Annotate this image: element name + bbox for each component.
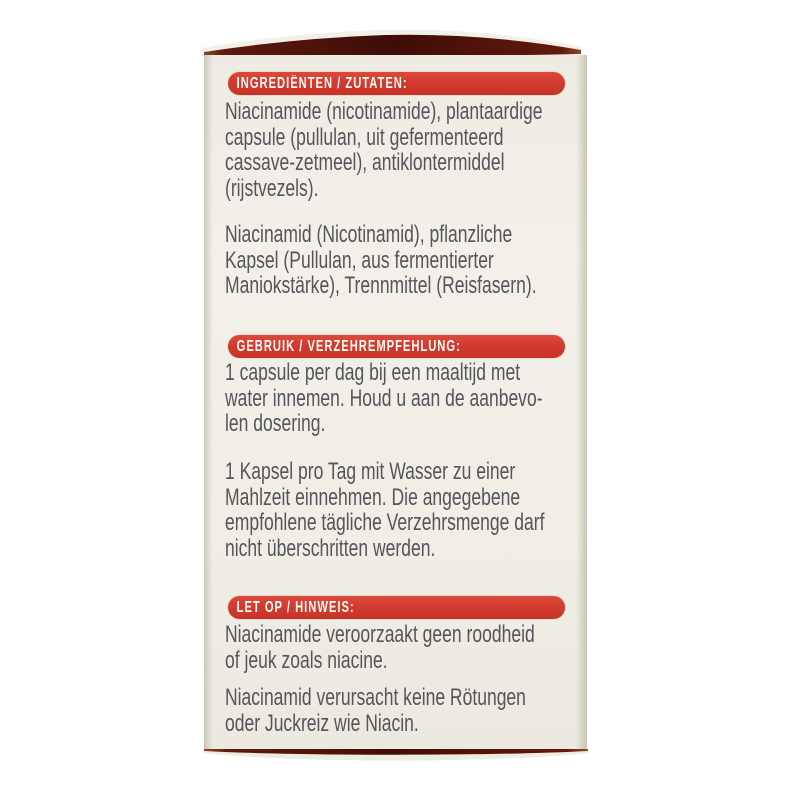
text-line: Kapsel (Pullulan, aus fermentierter <box>225 246 494 274</box>
text-line: nicht überschritten werden. <box>225 534 436 562</box>
text-line: len dosering. <box>225 410 326 437</box>
section-header-note-label: LET OP / HINWEIS: <box>236 599 355 616</box>
text-line: water innemen. Houd u aan de aanbevo- <box>225 384 543 412</box>
text-line: 1 Kapsel pro Tag mit Wasser zu einer <box>225 458 516 485</box>
section-header-usage-label: GEBRUIK / VERZEHREMPFEHLUNG: <box>236 338 461 355</box>
box-bottom-lid <box>196 744 596 770</box>
usage-text-german <box>225 459 663 561</box>
section-header-usage <box>228 335 565 358</box>
text-line: 1 capsule per dag bij een maaltijd met <box>225 359 521 386</box>
note-text-dutch <box>225 622 649 673</box>
text-line: oder Juckreiz wie Niacin. <box>225 709 419 737</box>
text-line: (rijstvezels). <box>225 174 319 202</box>
text-line: Niacinamid verursacht keine Rötungen <box>225 684 526 711</box>
text-line: capsule (pullulan, uit gefermenteerd <box>225 123 504 151</box>
text-line: Niacinamide (nicotinamide), plantaardige <box>225 98 543 125</box>
text-line: of jeuk zoals niacine. <box>225 646 388 674</box>
text-line: cassave-zetmeel), antiklontermiddel <box>225 149 505 176</box>
text-line: Niacinamid (Nicotinamid), pflanzliche <box>225 221 513 248</box>
text-line: empfohlene tägliche Verzehrsmenge darf <box>225 509 545 536</box>
section-header-note <box>228 596 565 619</box>
text-line: Mahlzeit einnehmen. Die angegebene <box>225 483 521 511</box>
section-header-ingredients <box>228 72 565 95</box>
ingredients-text-dutch <box>225 99 660 201</box>
text-line: Niacinamide veroorzaakt geen roodheid <box>225 621 535 648</box>
usage-text-dutch <box>225 360 660 437</box>
section-header-ingredients-label: INGREDIËNTEN / ZUTATEN: <box>236 75 408 92</box>
text-line: Maniokstärke), Trennmittel (Reisfasern). <box>225 272 537 299</box>
ingredients-text-german <box>225 222 652 299</box>
note-text-german <box>225 685 637 736</box>
box-front-panel <box>204 55 587 749</box>
